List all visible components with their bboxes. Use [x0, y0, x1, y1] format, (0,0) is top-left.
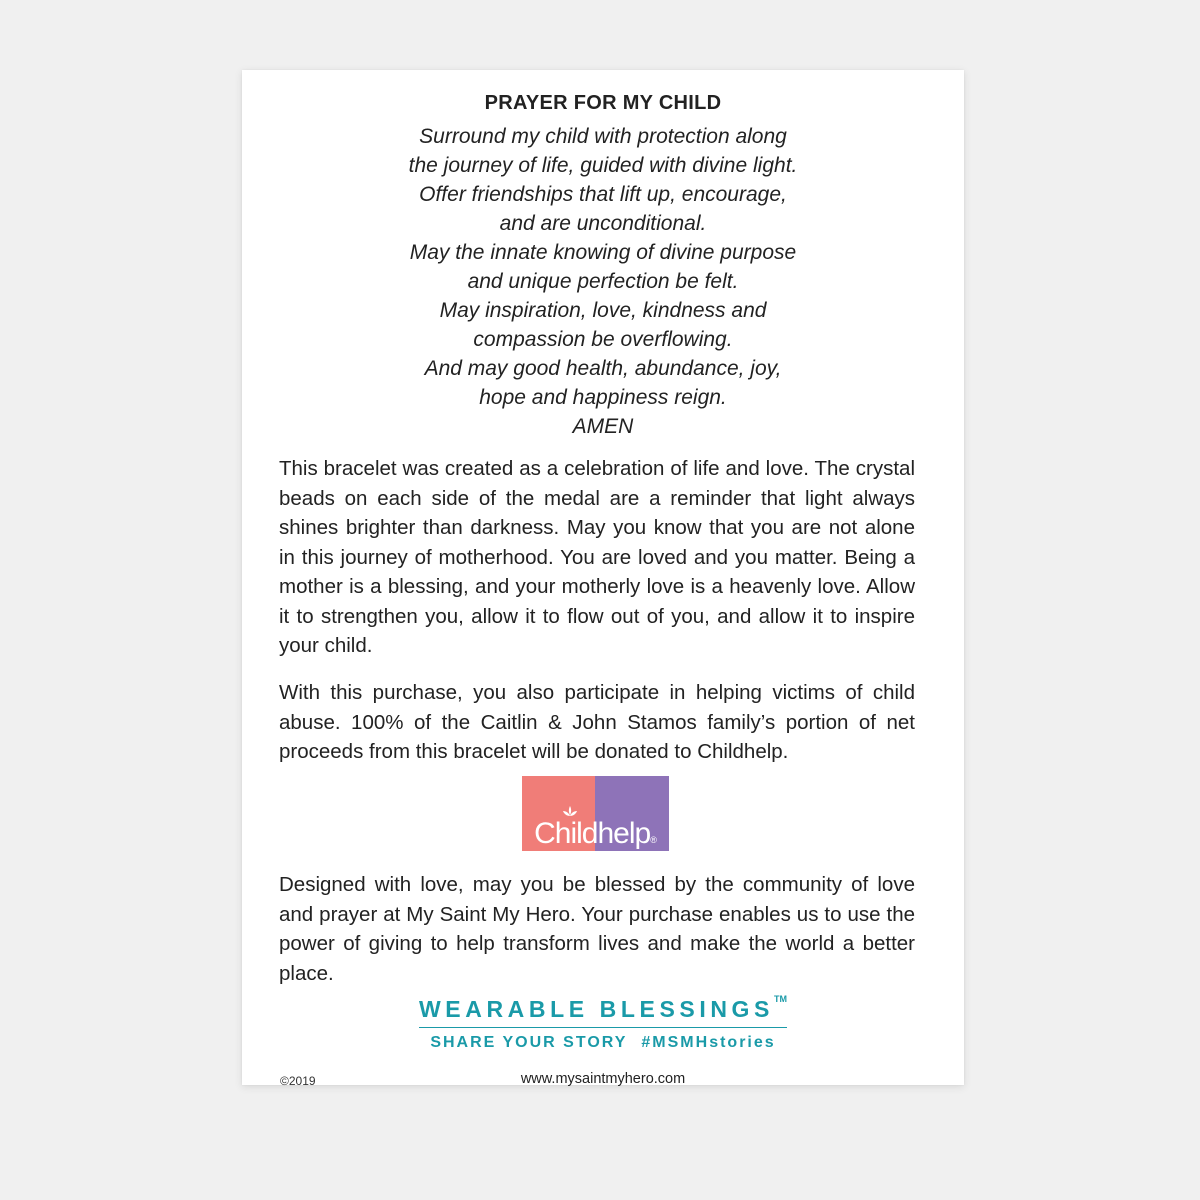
trademark-mark: TM: [773, 994, 787, 1004]
website-url: www.mysaintmyhero.com: [520, 1071, 686, 1087]
brand-name: WEARABLE BLESSINGS: [419, 996, 774, 1022]
prayer-line: Offer friendships that lift up, encourage,: [419, 183, 787, 206]
designed-paragraph: Designed with love, may you be blessed by the community of love and prayer at My Saint My Hero. Your purchase enables us to use the power of giving to help transform lives and make the world a better place.: [279, 873, 915, 985]
prayer-amen: AMEN: [572, 415, 634, 438]
prayer-line: May inspiration, love, kindness and: [439, 299, 767, 322]
prayer-line: the journey of life, guided with divine light.: [408, 154, 798, 177]
prayer-line: May the innate knowing of divine purpose: [409, 241, 797, 264]
prayer-line: and unique perfection be felt.: [467, 270, 739, 293]
prayer-line: hope and happiness reign.: [479, 386, 727, 409]
logo-wordmark: [522, 817, 669, 851]
hashtag: #MSMHstories: [641, 1034, 776, 1051]
prayer-line: And may good health, abundance, joy,: [424, 357, 782, 380]
card-title: PRAYER FOR MY CHILD: [484, 92, 722, 114]
bracelet-paragraph: This bracelet was created as a celebration of life and love. The crystal beads on each side of the medal are a reminder that light always shines brighter than darkness. May you know that you are not alone in this journey of motherhood. You are loved and you matter. Being a mother is a blessing, and your motherly love is a heavenly love. Allow it to strengthen you, allow it to flow out of you, and allow it to inspire your child.: [279, 457, 915, 657]
purchase-paragraph: With this purchase, you also participate in helping victims of child abuse. 100% of the Caitlin & John Stamos family’s portion of net proceeds from this bracelet will be donated to Childhelp.: [279, 681, 915, 763]
prayer-line: compassion be overflowing.: [473, 328, 733, 351]
logo-name: Childhelp: [534, 817, 651, 850]
prayer-card: [242, 70, 964, 1088]
copyright: ©2019: [280, 1074, 316, 1088]
prayer-line: Surround my child with protection along: [419, 125, 787, 148]
childhelp-logo: [522, 776, 669, 851]
share-story-text: SHARE YOUR STORY: [430, 1034, 628, 1051]
brand-tagline: [419, 996, 787, 1028]
prayer-line: and are unconditional.: [499, 212, 707, 235]
brand-block: [242, 996, 964, 1028]
prayer-poem: [242, 122, 964, 441]
logo-registered-mark: ®: [650, 835, 657, 845]
share-line: [242, 1034, 964, 1052]
